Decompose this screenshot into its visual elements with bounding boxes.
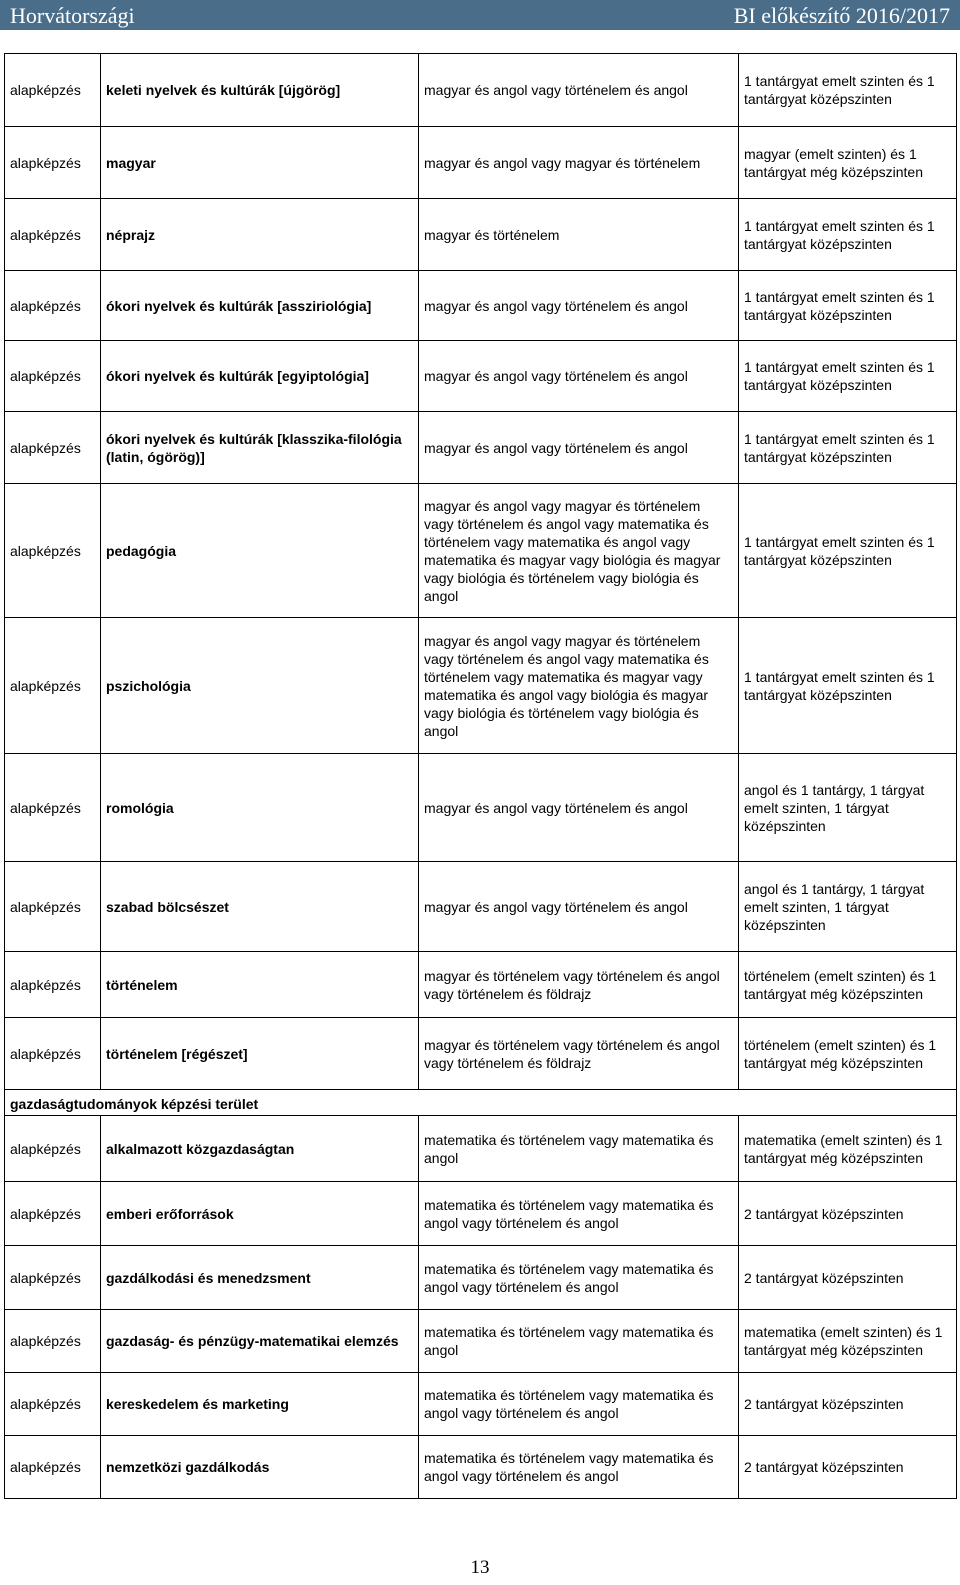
required-exams: matematika és történelem vagy matematika és angol vagy történelem és angol (419, 1246, 739, 1310)
exam-level: 2 tantárgyat középszinten (739, 1246, 957, 1310)
program-name: emberi erőforrások (101, 1182, 419, 1246)
program-name: nemzetközi gazdálkodás (101, 1436, 419, 1499)
required-exams: matematika és történelem vagy matematika és angol (419, 1116, 739, 1182)
program-type: alapképzés (5, 1018, 101, 1090)
program-type: alapképzés (5, 952, 101, 1018)
section-heading: gazdaságtudományok képzési terület (5, 1090, 957, 1116)
program-type: alapképzés (5, 1246, 101, 1310)
table-row (5, 1436, 957, 1499)
table-row (5, 271, 957, 341)
program-name: pszichológia (101, 618, 419, 754)
required-exams: magyar és angol vagy magyar és történelem vagy történelem és angol vagy matematika és történelem vagy matematika és magyar vagy matematika és angol vagy biológia és magyar vagy biológia és történelem vagy biológia és angol (419, 618, 739, 754)
program-name: ókori nyelvek és kultúrák [egyiptológia] (101, 341, 419, 412)
exam-level: 1 tantárgyat emelt szinten és 1 tantárgyat középszinten (739, 484, 957, 618)
required-exams: magyar és angol vagy történelem és angol (419, 862, 739, 952)
required-exams: matematika és történelem vagy matematika és angol vagy történelem és angol (419, 1182, 739, 1246)
program-type: alapképzés (5, 1436, 101, 1499)
program-type: alapképzés (5, 271, 101, 341)
exam-level: 2 tantárgyat középszinten (739, 1436, 957, 1499)
table-row (5, 412, 957, 484)
table-row (5, 127, 957, 199)
required-exams: magyar és angol vagy történelem és angol (419, 54, 739, 127)
program-name: néprajz (101, 199, 419, 271)
table-row (5, 1018, 957, 1090)
program-name: ókori nyelvek és kultúrák [klasszika-filológia (latin, ógörög)] (101, 412, 419, 484)
required-exams: magyar és angol vagy magyar és történelem (419, 127, 739, 199)
table-row (5, 54, 957, 127)
table-row (5, 1310, 957, 1373)
required-exams: matematika és történelem vagy matematika és angol vagy történelem és angol (419, 1373, 739, 1436)
program-type: alapképzés (5, 54, 101, 127)
program-name: gazdálkodási és menedzsment (101, 1246, 419, 1310)
table-row (5, 754, 957, 862)
exam-level: 1 tantárgyat emelt szinten és 1 tantárgyat középszinten (739, 618, 957, 754)
page-header (0, 0, 960, 30)
page-number: 13 (470, 1557, 490, 1578)
programs-table (4, 53, 957, 1499)
table-row (5, 1373, 957, 1436)
table-row (5, 341, 957, 412)
table-row (5, 952, 957, 1018)
exam-level: 1 tantárgyat emelt szinten és 1 tantárgyat középszinten (739, 412, 957, 484)
required-exams: magyar és angol vagy történelem és angol (419, 754, 739, 862)
header-left-title: Horvátországi (10, 3, 135, 28)
program-name: gazdaság- és pénzügy-matematikai elemzés (101, 1310, 419, 1373)
required-exams: matematika és történelem vagy matematika és angol (419, 1310, 739, 1373)
table-row (5, 1182, 957, 1246)
program-type: alapképzés (5, 618, 101, 754)
program-type: alapképzés (5, 1182, 101, 1246)
program-name: magyar (101, 127, 419, 199)
exam-level: 1 tantárgyat emelt szinten és 1 tantárgyat középszinten (739, 199, 957, 271)
table-row (5, 618, 957, 754)
program-type: alapképzés (5, 412, 101, 484)
required-exams: magyar és történelem (419, 199, 739, 271)
table-row (5, 484, 957, 618)
program-type: alapképzés (5, 754, 101, 862)
program-type: alapképzés (5, 199, 101, 271)
program-type: alapképzés (5, 862, 101, 952)
program-name: ókori nyelvek és kultúrák [assziriológia] (101, 271, 419, 341)
program-type: alapképzés (5, 1310, 101, 1373)
program-name: romológia (101, 754, 419, 862)
table-row (5, 1246, 957, 1310)
required-exams: magyar és angol vagy történelem és angol (419, 271, 739, 341)
program-type: alapképzés (5, 127, 101, 199)
program-type: alapképzés (5, 484, 101, 618)
exam-level: matematika (emelt szinten) és 1 tantárgyat még középszinten (739, 1116, 957, 1182)
exam-level: 1 tantárgyat emelt szinten és 1 tantárgyat középszinten (739, 271, 957, 341)
exam-level: 1 tantárgyat emelt szinten és 1 tantárgyat középszinten (739, 54, 957, 127)
exam-level: 1 tantárgyat emelt szinten és 1 tantárgyat középszinten (739, 341, 957, 412)
required-exams: magyar és angol vagy történelem és angol (419, 341, 739, 412)
exam-level: magyar (emelt szinten) és 1 tantárgyat még középszinten (739, 127, 957, 199)
exam-level: 2 tantárgyat középszinten (739, 1182, 957, 1246)
program-name: pedagógia (101, 484, 419, 618)
program-name: kereskedelem és marketing (101, 1373, 419, 1436)
program-name: történelem (101, 952, 419, 1018)
program-type: alapképzés (5, 341, 101, 412)
required-exams: magyar és történelem vagy történelem és angol vagy történelem és földrajz (419, 1018, 739, 1090)
table-row (5, 862, 957, 952)
program-name: szabad bölcsészet (101, 862, 419, 952)
required-exams: magyar és angol vagy magyar és történelem vagy történelem és angol vagy matematika és történelem vagy matematika és angol vagy matematika és magyar vagy biológia és magyar vagy biológia és történelem vagy biológia és angol (419, 484, 739, 618)
section-row (5, 1090, 957, 1116)
program-type: alapképzés (5, 1373, 101, 1436)
exam-level: angol és 1 tantárgy, 1 tárgyat emelt szinten, 1 tárgyat középszinten (739, 754, 957, 862)
program-name: történelem [régészet] (101, 1018, 419, 1090)
required-exams: magyar és történelem vagy történelem és angol vagy történelem és földrajz (419, 952, 739, 1018)
header-right-title: BI előkészítő 2016/2017 (733, 3, 950, 28)
program-type: alapképzés (5, 1116, 101, 1182)
exam-level: történelem (emelt szinten) és 1 tantárgyat még középszinten (739, 1018, 957, 1090)
exam-level: 2 tantárgyat középszinten (739, 1373, 957, 1436)
exam-level: történelem (emelt szinten) és 1 tantárgyat még középszinten (739, 952, 957, 1018)
exam-level: angol és 1 tantárgy, 1 tárgyat emelt szinten, 1 tárgyat középszinten (739, 862, 957, 952)
required-exams: matematika és történelem vagy matematika és angol vagy történelem és angol (419, 1436, 739, 1499)
table-row (5, 1116, 957, 1182)
exam-level: matematika (emelt szinten) és 1 tantárgyat még középszinten (739, 1310, 957, 1373)
program-name: keleti nyelvek és kultúrák [újgörög] (101, 54, 419, 127)
table-row (5, 199, 957, 271)
required-exams: magyar és angol vagy történelem és angol (419, 412, 739, 484)
program-name: alkalmazott közgazdaságtan (101, 1116, 419, 1182)
